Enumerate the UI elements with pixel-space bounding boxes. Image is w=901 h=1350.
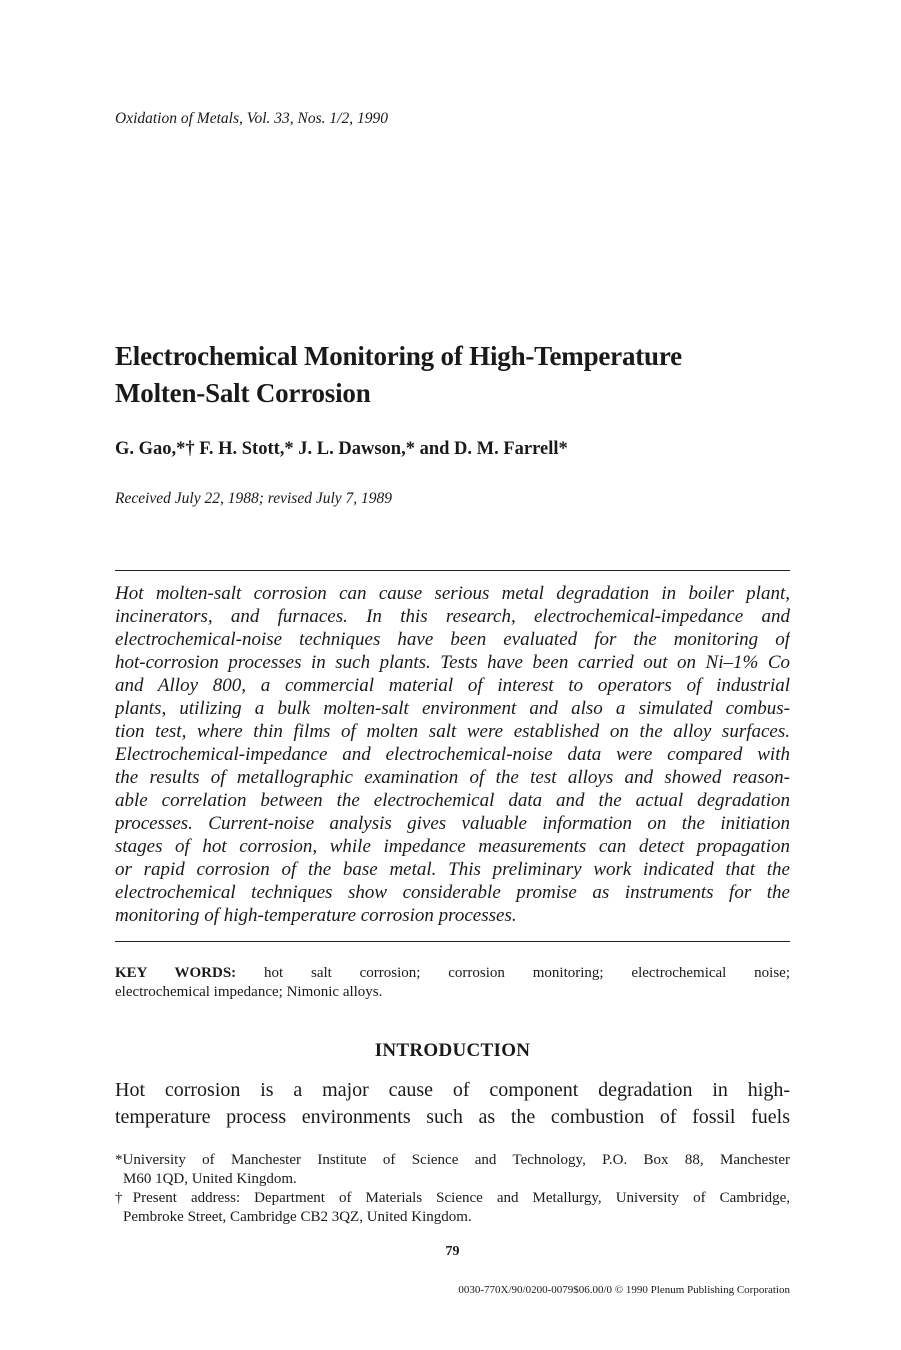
abstract-line: Hot molten-salt corrosion can cause serious metal degradation in boiler plant,	[115, 583, 790, 604]
footnote-affiliation: M60 1QD, United Kingdom.	[123, 1171, 297, 1187]
abstract-line: incinerators, and furnaces. In this research, electrochemical-impedance and	[115, 606, 790, 627]
title-line: Electrochemical Monitoring of High-Temperature	[115, 341, 682, 371]
abstract-line: electrochemical techniques show considerable promise as instruments for the	[115, 882, 790, 903]
body-text-line: Hot corrosion is a major cause of component degradation in high-	[115, 1079, 790, 1101]
footnote-affiliation: *University of Manchester Institute of Science and Technology, P.O. Box 88, Manchester	[115, 1152, 790, 1168]
page-number: 79	[445, 1244, 460, 1259]
abstract-bottom-rule	[115, 941, 790, 942]
keywords	[115, 964, 790, 1002]
abstract-line: stages of hot corrosion, while impedance measurements can detect propagation	[115, 836, 790, 857]
publisher-copyright: 0030-770X/90/0200-0079$06.00/0 © 1990 Plenum Publishing Corporation	[458, 1284, 790, 1296]
abstract-line: Electrochemical-impedance and electrochemical-noise data were compared with	[115, 744, 790, 765]
abstract	[115, 582, 790, 927]
title-line: Molten-Salt Corrosion	[115, 378, 371, 408]
abstract-line: tion test, where thin films of molten salt were established on the alloy surfaces.	[115, 721, 790, 742]
introduction-text	[115, 1077, 790, 1131]
footnote-present-address: Pembroke Street, Cambridge CB2 3QZ, United Kingdom.	[123, 1209, 472, 1225]
keywords-label: KEY WORDS:	[115, 965, 237, 981]
abstract-line: the results of metallographic examination of the test alloys and showed reason-	[115, 767, 790, 788]
keywords-line: electrochemical impedance; Nimonic alloys.	[115, 984, 383, 1000]
abstract-line: plants, utilizing a bulk molten-salt environment and also a simulated combus-	[115, 698, 790, 719]
journal-citation: Oxidation of Metals, Vol. 33, Nos. 1/2, 1990	[115, 110, 388, 127]
abstract-line: hot-corrosion processes in such plants. Tests have been carried out on Ni–1% Co	[115, 652, 790, 673]
abstract-line: electrochemical-noise techniques have been evaluated for the monitoring of	[115, 629, 790, 650]
footnotes	[115, 1151, 790, 1227]
author-list: G. Gao,*† F. H. Stott,* J. L. Dawson,* and D. M. Farrell*	[115, 439, 568, 459]
abstract-line: able correlation between the electrochemical data and the actual degradation	[115, 790, 790, 811]
body-text-line: temperature process environments such as the combustion of fossil fuels	[115, 1106, 790, 1128]
section-heading-introduction: INTRODUCTION	[374, 1040, 531, 1061]
abstract-line: processes. Current-noise analysis gives valuable information on the initiation	[115, 813, 790, 834]
abstract-top-rule	[115, 570, 790, 571]
abstract-line: and Alloy 800, a commercial material of interest to operators of industrial	[115, 675, 790, 696]
abstract-line: monitoring of high-temperature corrosion processes.	[115, 905, 517, 926]
keywords-text: hot salt corrosion; corrosion monitoring; electrochemical noise;	[264, 965, 790, 981]
received-dates: Received July 22, 1988; revised July 7, 1989	[115, 490, 393, 507]
abstract-line: or rapid corrosion of the base metal. This preliminary work indicated that the	[115, 859, 790, 880]
keywords-line	[115, 964, 790, 983]
footnote-present-address: †Present address: Department of Materials Science and Metallurgy, University of Cambridge,	[115, 1190, 790, 1206]
article-title	[115, 338, 795, 412]
